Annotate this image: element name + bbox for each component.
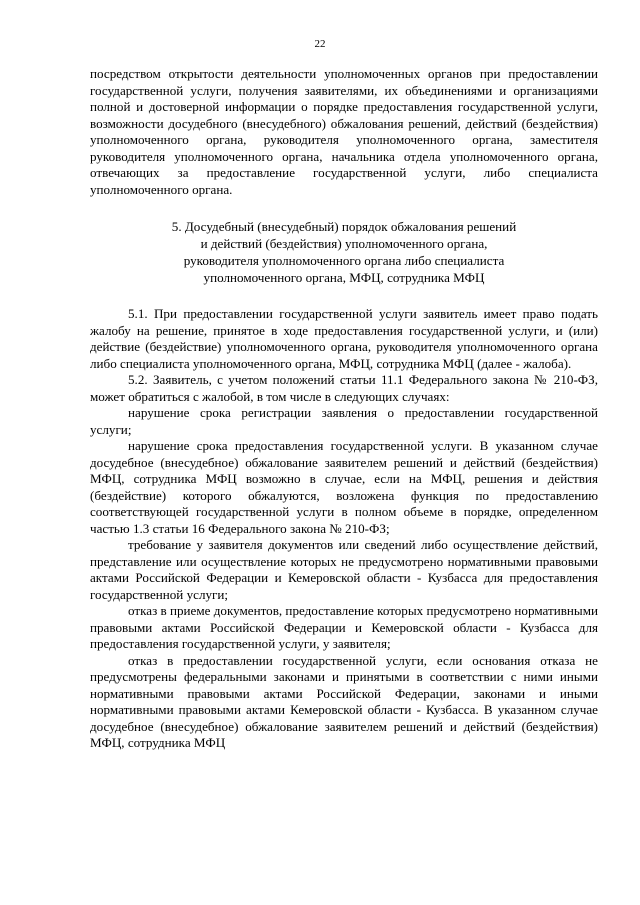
- page-number: 22: [314, 38, 326, 50]
- section-heading-line: 5. Досудебный (внесудебный) порядок обжалования решений: [171, 219, 517, 234]
- list-item: требование у заявителя документов или сведений либо осуществление действий, представление или осуществление которых не предусмотрено нормативными правовыми актами Российской Федерации и Кемеровской области - Кузбасса для предоставления государственной услуги;: [90, 537, 598, 602]
- document-body: [90, 66, 598, 752]
- list-item: нарушение срока регистрации заявления о предоставлении государственной услуги;: [90, 405, 598, 437]
- top-paragraph: посредством открытости деятельности уполномоченных органов при предоставлении государственной услуги, получения заявителями, их объединениями и организациями полной и достоверной информации о порядке предоставления государственной услуги, возможности досудебного (внесудебного) обжалования решений, действий (бездействия) уполномоченного органа, руководителя уполномоченного органа, заместителя руководителя уполномоченного органа, начальника отдела уполномоченного органа, отвечающих за предоставление государственной услуги, либо специалиста уполномоченного органа.: [90, 66, 598, 197]
- list-item: нарушение срока предоставления государственной услуги. В указанном случае досудебное (внесудебное) обжалование заявителем решений и действий (бездействия) МФЦ, сотрудника МФЦ возможно в случае, если на МФЦ, решения и действия (бездействие) которого обжалуются, возложена функция по предоставлению соответствующей государственной услуги в полном объеме в порядке, определенном частью 1.3 статьи 16 Федерального закона № 210-ФЗ;: [90, 438, 598, 536]
- paragraph-5-2: 5.2. Заявитель, с учетом положений статьи 11.1 Федерального закона № 210-ФЗ, может обратиться с жалобой, в том числе в следующих случаях:: [90, 372, 598, 404]
- paragraph-5-1: 5.1. При предоставлении государственной услуги заявитель имеет право подать жалобу на решение, принятое в ходе предоставления государственной услуги, и (или) действие (бездействие) уполномоченного органа, руководителя уполномоченного органа либо специалиста уполномоченного органа, МФЦ, сотрудника МФЦ (далее - жалоба).: [90, 306, 598, 371]
- list-item: отказ в приеме документов, предоставление которых предусмотрено нормативными правовыми актами Российской Федерации и Кемеровской области - Кузбасса для предоставления государственной услуги, у заявителя;: [90, 603, 598, 651]
- list-item: отказ в предоставлении государственной услуги, если основания отказа не предусмотрены федеральными законами и принятыми в соответствии с ними иными нормативными правовыми актами Российской Федерации, законами и иными нормативными правовыми актами Кемеровской области - Кузбасса. В указанном случае досудебное (внесудебное) обжалование заявителем решений и действий (бездействия) МФЦ, сотрудника МФЦ: [90, 652, 598, 750]
- section-heading: [90, 218, 598, 286]
- section-heading-line: уполномоченного органа, МФЦ, сотрудника МФЦ: [203, 270, 485, 285]
- section-heading-line: руководителя уполномоченного органа либо специалиста: [183, 253, 505, 268]
- section-heading-line: и действий (бездействия) уполномоченного органа,: [200, 236, 488, 251]
